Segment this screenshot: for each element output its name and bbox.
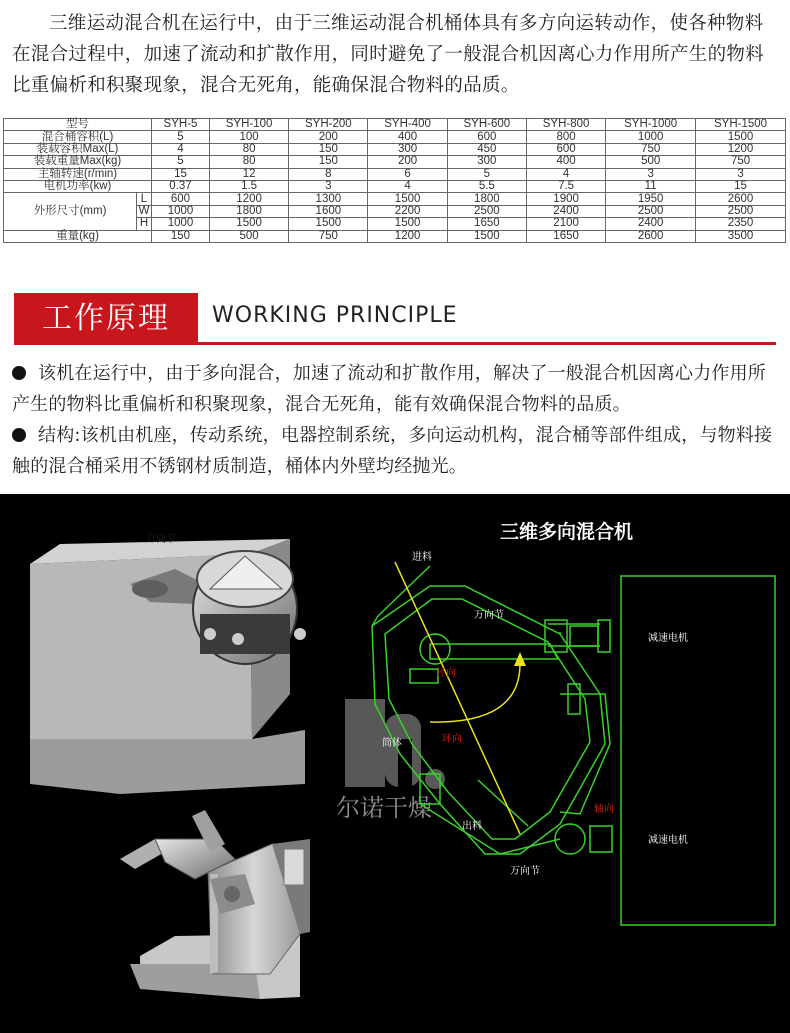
spec-row-label: 电机功率(kw) (4, 180, 152, 192)
spec-row (4, 168, 786, 180)
intro-paragraph: 三维运动混合机在运行中，由于三维运动混合机桶体具有多方向运转动作，使各种物料在混合过程中，加速了流动和扩散作用，同时避免了一般混合机因离心力作用所产生的物料比重偏析和积聚现象，混合无死角，能确保混合物料的品质。 (12, 13, 765, 96)
spec-cell: 1500 (209, 218, 288, 230)
spec-cell: 1500 (696, 131, 786, 143)
spec-cell: 2100 (526, 218, 605, 230)
spec-row (4, 143, 786, 155)
spec-model-header: SYH-200 (289, 119, 368, 131)
spec-cell: 1650 (526, 230, 605, 242)
machine-photo-bottom (120, 810, 310, 999)
spec-row-label: 装载容积Max(L) (4, 143, 152, 155)
spec-cell: 150 (289, 156, 368, 168)
spec-cell: 2400 (526, 205, 605, 217)
machine-diagram-svg (0, 494, 790, 1033)
spec-cell: 1500 (368, 218, 447, 230)
bullet-item (12, 358, 782, 420)
spec-cell: 2350 (696, 218, 786, 230)
spec-cell: 3 (696, 168, 786, 180)
spec-dimension-sub: L (137, 193, 152, 205)
spec-cell: 1500 (447, 230, 526, 242)
spec-header-label: 型号 (4, 119, 152, 131)
spec-row-label: 重量(kg) (4, 230, 152, 242)
spec-cell: 80 (209, 143, 288, 155)
label-radial: 径向 (436, 668, 456, 679)
spec-cell: 1800 (209, 205, 288, 217)
principle-bullets (12, 358, 782, 482)
spec-cell: 400 (526, 156, 605, 168)
spec-cell: 1500 (368, 193, 447, 205)
section-underline (198, 342, 776, 345)
spec-cell: 500 (209, 230, 288, 242)
spec-cell: 4 (368, 180, 447, 192)
spec-cell: 2500 (447, 205, 526, 217)
spec-cell: 100 (209, 131, 288, 143)
spec-cell: 600 (152, 193, 210, 205)
spec-cell: 750 (289, 230, 368, 242)
spec-cell: 4 (152, 143, 210, 155)
label-motor-bottom: 减速电机 (648, 835, 688, 846)
bullet-text: 结构:该机由机座，传动系统，电器控制系统，多向运动机构，混合桶等部件组成，与物料接触的混合桶采用不锈钢材质制造，桶体内外壁均经抛光。 (12, 425, 773, 477)
spec-cell: 750 (606, 143, 696, 155)
diagram-title: 三维多向混合机 (500, 521, 634, 543)
motor-box (621, 576, 775, 925)
spec-row (4, 180, 786, 192)
spec-cell: 3 (606, 168, 696, 180)
spec-dimension-label: 外形尺寸(mm) (4, 193, 137, 230)
section-title-en: WORKING PRINCIPLE (212, 303, 458, 328)
spec-cell: 6 (368, 168, 447, 180)
spec-model-header: SYH-100 (209, 119, 288, 131)
spec-cell: 300 (447, 156, 526, 168)
spec-cell: 450 (447, 143, 526, 155)
spec-cell: 3 (289, 180, 368, 192)
spec-cell: 1650 (447, 218, 526, 230)
spec-cell: 2600 (606, 230, 696, 242)
spec-cell: 5 (152, 156, 210, 168)
spec-cell: 1300 (289, 193, 368, 205)
spec-cell: 200 (368, 156, 447, 168)
bullet-item (12, 420, 782, 482)
spec-cell: 1500 (289, 218, 368, 230)
label-ujoint-bottom: 万向节 (510, 866, 540, 877)
spec-row (4, 131, 786, 143)
spec-cell: 4 (526, 168, 605, 180)
spec-row (4, 156, 786, 168)
spec-cell: 750 (696, 156, 786, 168)
spec-cell: 150 (152, 230, 210, 242)
spec-model-header: SYH-600 (447, 119, 526, 131)
bullet-dot-icon (12, 428, 26, 442)
spec-cell: 1200 (696, 143, 786, 155)
watermark-text: 尔诺干燥 (336, 794, 432, 822)
spec-cell: 80 (209, 156, 288, 168)
spec-cell: 2600 (696, 193, 786, 205)
spec-cell: 5.5 (447, 180, 526, 192)
spec-cell: 1800 (447, 193, 526, 205)
spec-cell: 400 (368, 131, 447, 143)
spec-dimension-sub: W (137, 205, 152, 217)
spec-cell: 12 (209, 168, 288, 180)
label-circumferential: 环向 (442, 734, 462, 745)
label-axial: 轴向 (594, 804, 614, 815)
spec-cell: 1600 (289, 205, 368, 217)
spec-model-header: SYH-800 (526, 119, 605, 131)
spec-cell: 1200 (209, 193, 288, 205)
label-ujoint-top: 万向节 (474, 610, 504, 621)
spec-cell: 2500 (606, 205, 696, 217)
spec-row (4, 230, 786, 242)
spec-table (3, 118, 786, 243)
spec-model-header: SYH-1000 (606, 119, 696, 131)
spec-row-label: 主轴转速(r/min) (4, 168, 152, 180)
label-motor-top: 减速电机 (648, 633, 688, 644)
spec-cell: 1900 (526, 193, 605, 205)
spec-header-row (4, 119, 786, 131)
spec-cell: 1000 (606, 131, 696, 143)
spec-cell: 11 (606, 180, 696, 192)
spec-cell: 600 (447, 131, 526, 143)
spec-row-label: 混合桶容积(L) (4, 131, 152, 143)
spec-cell: 15 (152, 168, 210, 180)
spec-cell: 200 (289, 131, 368, 143)
spec-cell: 2400 (606, 218, 696, 230)
spec-cell: 1.5 (209, 180, 288, 192)
label-barrel: 筒体 (382, 738, 402, 749)
spec-cell: 1950 (606, 193, 696, 205)
spec-row-label: 装载重量Max(kg) (4, 156, 152, 168)
spec-cell: 0.37 (152, 180, 210, 192)
spec-model-header: SYH-400 (368, 119, 447, 131)
bullet-dot-icon (12, 366, 26, 380)
spec-cell: 600 (526, 143, 605, 155)
spec-cell: 1000 (152, 218, 210, 230)
machine-photo-top (30, 539, 306, 794)
label-outlet: 出料 (462, 821, 482, 832)
spec-cell: 8 (289, 168, 368, 180)
spec-cell: 3500 (696, 230, 786, 242)
spec-cell: 1200 (368, 230, 447, 242)
bullet-text: 该机在运行中，由于多向混合，加速了流动和扩散作用，解决了一般混合机因离心力作用所产生的物料比重偏析和积聚现象，混合无死角，能有效确保混合物料的品质。 (12, 363, 766, 415)
spec-cell: 5 (447, 168, 526, 180)
spec-model-header: SYH-1500 (696, 119, 786, 131)
spec-cell: 2200 (368, 205, 447, 217)
machine-diagram-panel (0, 494, 790, 1033)
spec-cell: 5 (152, 131, 210, 143)
spec-cell: 800 (526, 131, 605, 143)
spec-cell: 500 (606, 156, 696, 168)
section-header (14, 293, 776, 345)
spec-dimension-sub: H (137, 218, 152, 230)
spec-cell: 2500 (696, 205, 786, 217)
photo-label-ujoint: 万向节 (146, 534, 176, 545)
label-inlet: 进料 (412, 552, 432, 563)
spec-cell: 150 (289, 143, 368, 155)
spec-cell: 15 (696, 180, 786, 192)
spec-cell: 1000 (152, 205, 210, 217)
spec-dimension-row (4, 193, 786, 205)
spec-cell: 7.5 (526, 180, 605, 192)
spec-model-header: SYH-5 (152, 119, 210, 131)
section-title-cn: 工作原理 (42, 301, 170, 336)
spec-cell: 300 (368, 143, 447, 155)
